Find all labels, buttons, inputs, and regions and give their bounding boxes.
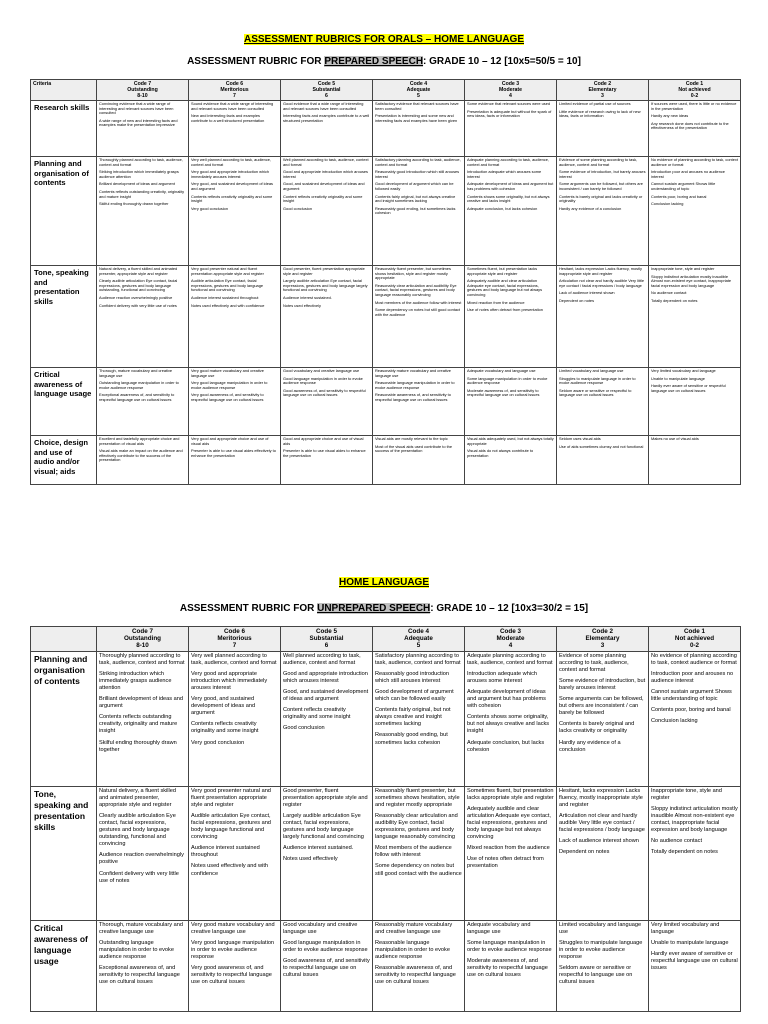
rubric-descriptor: Content reflects creativity originality and some insight — [283, 193, 363, 204]
rubric-descriptor: Little evidence of research owing to lack of new ideas, facts or information — [559, 108, 641, 119]
rubric-descriptor: Adequate conclusion, but lacks cohesion — [467, 739, 545, 753]
header-row — [31, 627, 741, 652]
rubric-descriptor: Natural delivery, a fluent skilled and animated presenter, appropriate style and register — [99, 266, 178, 276]
code-header: Code 5 Substantial 6 — [281, 80, 373, 101]
rubric-descriptor: Confident delivery with very little use of notes — [99, 870, 179, 884]
rubric-cell — [189, 786, 281, 920]
rubric-descriptor: Presenter is able to use visual aides to enhance the presentation — [283, 448, 366, 458]
rubric-descriptor: Very good, and sustained development of ideas and argument — [191, 181, 273, 191]
rubric-descriptor: Good, and sustained development of ideas and argument — [283, 181, 365, 191]
rubric-cell — [465, 786, 557, 920]
rubric-cell — [649, 436, 741, 485]
rubric-descriptor: Presenter is able to use visual aides effectively to enhance the presentation — [191, 448, 276, 458]
rubric-descriptor: Some language manipulation in order to evoke audience response — [467, 939, 552, 953]
rubric-descriptor: Brilliant development of ideas and argument — [99, 696, 183, 710]
prepared-speech-rubric-table — [30, 79, 741, 485]
rubric-cell — [649, 651, 741, 786]
criterion-label: Planning and organisation of contents — [31, 651, 97, 786]
rubric-descriptor: Hardly ever aware of sensitive or respectful language use on cultural issues — [651, 950, 738, 972]
rubric-descriptor: Reasonably clear articulation and audibility Eye contact, facial expressions, gestures and body language reasonably convincing — [375, 282, 457, 297]
doc2-main-title: HOME LANGUAGE — [339, 577, 429, 588]
rubric-descriptor: Contents shows some originality, but not always creative and lacks insight — [467, 193, 550, 204]
rubric-descriptor: Introduction adequate which arouses some interest — [467, 670, 537, 684]
rubric-descriptor: Seldom uses visual aids — [559, 436, 601, 441]
rubric-descriptor: Audience reaction overwhelmingly positive — [99, 852, 184, 866]
rubric-descriptor: Reasonable awareness of, and sensitivity to respectful language use on cultural issues — [375, 392, 451, 402]
rubric-descriptor: Good, and sustained development of ideas and argument — [283, 688, 369, 703]
rubric-descriptor: Mixed reaction from the audience — [467, 845, 550, 852]
rubric-descriptor: Outstanding language manipulation in order to evoke audience response — [99, 939, 174, 960]
criteria-header — [31, 627, 97, 652]
rubric-descriptor: Visual aids adequately used, but not always totally appropriate — [467, 436, 554, 446]
rubric-cell — [97, 786, 189, 920]
rubric-descriptor: Limited vocabulary and language use — [559, 921, 642, 935]
rubric-cell — [465, 920, 557, 1011]
rubric-descriptor: Very limited vocabulary and language — [651, 368, 716, 373]
rubric-descriptor: Good awareness of, and sensitivity to respectful language use on cultural issues — [283, 387, 366, 398]
rubric-cell — [281, 920, 373, 1011]
rubric-descriptor: Clearly audible articulation Eye contact, facial expressions, gestures and body language outstanding, functional and convincing — [99, 812, 176, 848]
rubric-descriptor: Totally dependent on notes — [651, 849, 718, 856]
rubric-descriptor: Striking introduction which immediately grasps audience attention — [99, 169, 179, 179]
rubric-cell — [649, 920, 741, 1011]
rubric-descriptor: Reasonably good ending, but sometimes lacks cohesion — [375, 732, 448, 746]
rubric-descriptor: Good conclusion — [283, 725, 325, 732]
rubric-descriptor: Very limited vocabulary and language — [651, 921, 720, 935]
rubric-descriptor: Some dependency on notes but still good contact with the audience — [375, 863, 462, 877]
rubric-descriptor: Lack of audience interest shown — [559, 838, 639, 845]
rubric-descriptor: Reasonably fluent presenter, but sometimes shows hesitation, style and register mostly appropriate — [375, 787, 460, 808]
rubric-descriptor: Skilful ending thoroughly drawn together — [99, 201, 169, 207]
rubric-descriptor: Very good presenter natural and fluent presentation appropriate style and register — [191, 266, 264, 276]
rubric-cell — [649, 786, 741, 920]
rubric-descriptor: No evidence of planning according to task, context audience or format — [651, 157, 738, 167]
rubric-cell — [649, 101, 741, 157]
rubric-descriptor: Good awareness of, and sensitivity to respectful language use on cultural issues — [283, 957, 370, 979]
code-header: Code 4 Adequate 5 — [373, 80, 465, 101]
rubric-row — [31, 436, 741, 485]
rubric-descriptor: Some evidence of introduction, but barely arouses interest — [559, 169, 646, 179]
rubric-descriptor: Natural delivery, a fluent skilled and animated presenter, appropriate style and register — [99, 787, 177, 808]
rubric-descriptor: Notes used effectively and with confidence — [191, 302, 265, 308]
rubric-descriptor: Notes used effectively and with confidence — [191, 863, 269, 877]
rubric-descriptor: Some language manipulation in order to evoke audience response — [467, 375, 548, 386]
rubric-descriptor: Largely audible articulation Eye contact, facial expressions, gestures and body language largely functional and convincing — [283, 278, 368, 293]
rubric-cell — [281, 786, 373, 920]
rubric-cell — [649, 157, 741, 266]
rubric-descriptor: If sources were used, there is little or no evidence in the presentation — [651, 101, 737, 111]
rubric-cell — [557, 920, 649, 1011]
rubric-descriptor: Limited vocabulary and language use — [559, 368, 624, 373]
rubric-cell — [97, 157, 189, 266]
rubric-descriptor: Hardly any new ideas — [651, 113, 689, 119]
rubric-descriptor: Very good presenter natural and fluent presentation appropriate style and register — [191, 787, 271, 808]
rubric-cell — [97, 368, 189, 436]
rubric-descriptor: Moderate awareness of, and sensitivity to respectful language use on cultural issues — [467, 957, 548, 979]
rubric-row — [31, 266, 741, 368]
code-header: Code 5 Substantial 6 — [281, 627, 373, 652]
rubric-cell — [281, 651, 373, 786]
doc1-main-title: ASSESSMENT RUBRICS FOR ORALS – HOME LANGUAGE — [243, 34, 525, 45]
rubric-descriptor: Contents fairly original, but not always creative and insight sometimes lacking — [375, 193, 456, 204]
rubric-descriptor: Contents reflects outstanding creativity, originality and mature insight — [99, 714, 178, 735]
rubric-cell — [557, 651, 649, 786]
rubric-descriptor: Reasonably good ending, but sometimes lacks cohesion — [375, 205, 456, 216]
rubric-descriptor: Reasonable language manipulation in order to evoke audience response — [375, 380, 455, 390]
rubric-descriptor: Visual aids do not always contribute to presentation — [467, 448, 534, 458]
rubric-descriptor: Contents reflects outstanding creativity, originality and mature insight — [99, 188, 185, 199]
rubric-descriptor: Visual aids make an impact on the audience and effectively contribute to the success of the presentation — [99, 448, 183, 463]
rubric-descriptor: Any research done does not contribute to the effectiveness of the presentation — [651, 120, 729, 131]
rubric-descriptor: Conclusion lacking — [651, 201, 684, 207]
rubric-descriptor: Conclusion lacking — [651, 718, 698, 725]
rubric-descriptor: Articulation not clear and hardly audible Very little eye contact / facial expressions / body language — [559, 812, 645, 834]
rubric-descriptor: No evidence of planning according to task, context audience or format — [651, 652, 737, 666]
rubric-descriptor: Use of notes often detract from presentation — [467, 856, 544, 870]
rubric-descriptor: Good and appropriate introduction which arouses interest — [283, 169, 368, 179]
code-header: Code 6 Meritorious 7 — [189, 80, 281, 101]
rubric-descriptor: Hardly any evidence of a conclusion — [559, 205, 622, 211]
rubric-descriptor: Content reflects creativity originality and some insight — [283, 707, 351, 721]
rubric-cell — [189, 920, 281, 1011]
rubric-cell — [557, 157, 649, 266]
rubric-cell — [557, 786, 649, 920]
rubric-descriptor: Very good awareness of, and sensitivity to respectful language use on cultural issues — [191, 392, 264, 402]
rubric-descriptor: Struggles to manipulate language in order to evoke audience response — [559, 375, 636, 386]
code-header: Code 1 Not achieved 0-2 — [649, 627, 741, 652]
rubric-descriptor: Unable to manipulate language — [651, 375, 705, 381]
rubric-descriptor: Very well planned according to task, audience, context and format — [191, 652, 277, 666]
rubric-descriptor: Well planned according to task, audience, context and format — [283, 652, 361, 666]
rubric-cell — [649, 368, 741, 436]
rubric-descriptor: Moderate awareness of, and sensitivity to respectful language use on cultural issues — [467, 387, 540, 398]
rubric-descriptor: Very good and appropriate introduction which immediately arouses interest — [191, 169, 270, 179]
rubric-descriptor: Contents is barely original and lacks creativity or originality — [559, 721, 635, 735]
code-header: Code 1 Not achieved 0-2 — [649, 80, 741, 101]
rubric-descriptor: Good vocabulary and creative language use — [283, 921, 358, 935]
rubric-descriptor: Introduction poor and arouses no audience interest — [651, 169, 725, 179]
rubric-descriptor: Some evidence that relevant sources were used — [467, 101, 551, 106]
rubric-descriptor: Good presenter, fluent presentation appropriate style and register — [283, 787, 368, 808]
criterion-label: Tone, speaking and presentation skills — [31, 266, 97, 368]
rubric-descriptor: Outstanding language manipulation in order to evoke audience response — [99, 380, 179, 390]
rubric-descriptor: Presentation is adequate but without the spark of new ideas, facts or information — [467, 108, 552, 119]
rubric-descriptor: Good language manipulation in order to evoke audience response — [283, 939, 368, 953]
criterion-label: Critical awareness of language usage — [31, 920, 97, 1011]
rubric-descriptor: Audience interest sustained throughout — [191, 845, 260, 859]
rubric-descriptor: Very well planned according to task, audience, context and format — [191, 157, 272, 167]
rubric-descriptor: Reasonably good introduction which still arouses interest — [375, 670, 450, 684]
rubric-descriptor: Very good mature vocabulary and creative language use — [191, 921, 275, 935]
rubric-cell — [465, 101, 557, 157]
rubric-descriptor: Sound evidence that a wide range of interesting and relevant sources have been consulted — [191, 101, 274, 111]
code-header: Code 3 Moderate 4 — [465, 80, 557, 101]
rubric-cell — [97, 101, 189, 157]
doc1-subtitle: ASSESSMENT RUBRIC FOR PREPARED SPEECH: GRADE 10 – 12 [10x5=50/5 = 10] — [187, 56, 581, 67]
rubric-descriptor: Good vocabulary and creative language use — [283, 368, 360, 373]
code-header: Code 6 Meritorious 7 — [189, 627, 281, 652]
rubric-descriptor: Hesitant, lacks expression Lacks fluency, mostly inappropriate style and register — [559, 787, 643, 808]
rubric-descriptor: Adequate planning according to task, audience, context and format — [467, 652, 553, 666]
rubric-cell — [649, 266, 741, 368]
rubric-cell — [97, 436, 189, 485]
rubric-descriptor: Dependent on notes — [559, 297, 595, 303]
rubric-descriptor: Contents shows some originality, but not always creative and lacks insight — [467, 714, 550, 735]
rubric-cell — [189, 436, 281, 485]
rubric-descriptor: Visual aids are mostly relevant to the topic — [375, 436, 448, 441]
rubric-descriptor: Good conclusion — [283, 205, 312, 211]
unprepared-speech-rubric-table — [30, 626, 741, 1012]
code-header: Code 4 Adequate 5 — [373, 627, 465, 652]
rubric-descriptor: Good development of argument which can be followed easily — [375, 181, 454, 191]
criterion-label: Planning and organisation of contents — [31, 157, 97, 266]
rubric-cell — [189, 266, 281, 368]
rubric-cell — [373, 266, 465, 368]
rubric-descriptor: Some dependency on notes but still good contact with the audience — [375, 307, 461, 317]
rubric-cell — [465, 266, 557, 368]
rubric-cell — [465, 651, 557, 786]
code-header: Code 7 Outstanding 8-10 — [97, 80, 189, 101]
rubric-descriptor: Adequate development of ideas and argument but has problems with cohesion — [467, 181, 554, 191]
rubric-descriptor: Satisfactory evidence that relevant sources have been consulted — [375, 101, 459, 111]
rubric-descriptor: New and interesting facts and examples contribute to a well structured presentation — [191, 113, 265, 123]
rubric-descriptor: Very good language manipulation in order to evoke audience response — [191, 939, 275, 960]
rubric-cell — [373, 651, 465, 786]
rubric-cell — [465, 436, 557, 485]
rubric-cell — [281, 436, 373, 485]
rubric-row — [31, 786, 741, 920]
rubric-descriptor: Contents reflects creativity originality and some insight — [191, 193, 273, 204]
rubric-descriptor: Contents poor, boring and banal — [651, 193, 707, 199]
rubric-cell — [373, 368, 465, 436]
rubric-descriptor: Very good language manipulation in order to evoke audience response — [191, 380, 268, 390]
rubric-cell — [557, 101, 649, 157]
rubric-descriptor: Audience reaction overwhelmingly positive — [99, 294, 173, 300]
rubric-descriptor: Good evidence that a wide range of interesting and relevant sources have been consulted — [283, 101, 364, 111]
rubric-descriptor: Evidence of some planning according to task, audience, context and format — [559, 652, 629, 673]
rubric-descriptor: Some evidence of introduction, but barely arouses interest — [559, 677, 646, 691]
rubric-descriptor: Sloppy indistinct articulation mostly inaudible Almost non-existent eye contact, inappropriate facial expression and body language — [651, 805, 738, 834]
rubric-descriptor: Good and appropriate choice and use of visual aids — [283, 436, 364, 446]
rubric-descriptor: Well planned according to task, audience, context and format — [283, 157, 369, 167]
rubric-descriptor: Unable to manipulate language — [651, 939, 729, 946]
rubric-cell — [97, 651, 189, 786]
criterion-label: Choice, design and use of audio and/or visual; aids — [31, 436, 97, 485]
rubric-descriptor: Thoroughly planned according to task, audience, context and format — [99, 652, 185, 666]
rubric-descriptor: Notes used effectively — [283, 302, 321, 308]
rubric-descriptor: Most members of the audience follow with interest — [375, 845, 452, 859]
rubric-descriptor: Adequate development of ideas and argument but has problems with cohesion — [467, 688, 546, 710]
rubric-descriptor: Thorough, mature vocabulary and creative language use — [99, 368, 173, 378]
rubric-descriptor: Cannot sustain argument Shows little understanding of topic — [651, 181, 716, 191]
rubric-descriptor: Adequately audible and clear articulation Adequate eye contact, facial expressions, gestures and body language but not always convincing — [467, 805, 551, 841]
rubric-descriptor: Reasonable language manipulation in order to evoke audience response — [375, 939, 450, 960]
rubric-descriptor: Audience interest sustained throughout — [191, 294, 259, 300]
rubric-descriptor: Hesitant, lacks expression Lacks fluency, mostly inappropriate style and register — [559, 266, 642, 276]
rubric-cell — [189, 101, 281, 157]
header-row — [31, 80, 741, 101]
rubric-descriptor: Adequate vocabulary and language use — [467, 921, 531, 935]
rubric-descriptor: No audience contact — [651, 838, 702, 845]
rubric-descriptor: Contents reflects creativity originality and some insight — [191, 721, 259, 735]
rubric-descriptor: Interesting facts and examples contribute to a well structured presentation — [283, 113, 370, 123]
rubric-descriptor: Contents is barely original and lacks creativity or originality — [559, 193, 643, 204]
rubric-descriptor: Evidence of some planning according to task, audience, context and format — [559, 157, 638, 167]
rubric-descriptor: Very good and appropriate choice and use of visual aids — [191, 436, 269, 446]
rubric-descriptor: Very good conclusion — [191, 205, 228, 211]
rubric-descriptor: Mixed reaction from the audience — [467, 299, 525, 305]
rubric-descriptor: Audience interest sustained. — [283, 845, 354, 852]
criterion-label: Critical awareness of language usage — [31, 368, 97, 436]
doc2-subtitle: ASSESSMENT RUBRIC FOR UNPREPARED SPEECH: GRADE 10 – 12 [10x3=30/2 = 15] — [179, 603, 589, 614]
rubric-descriptor: Contents poor, boring and banal — [651, 707, 731, 714]
code-header: Code 2 Elementary 3 — [557, 627, 649, 652]
rubric-descriptor: Good and appropriate introduction which arouses interest — [283, 670, 368, 684]
rubric-descriptor: Adequate planning according to task, audience, context and format — [467, 157, 549, 167]
rubric-descriptor: Audible articulation Eye contact, facial expressions, gestures and body language functional and convincing — [191, 812, 271, 841]
rubric-cell — [373, 920, 465, 1011]
criterion-label: Tone, speaking and presentation skills — [31, 786, 97, 920]
rubric-descriptor: Dependent on notes — [559, 849, 610, 856]
rubric-descriptor: Totally dependent on notes — [651, 297, 698, 303]
rubric-descriptor: Seldom aware or sensitive or respectful to language use on cultural issues — [559, 965, 633, 986]
rubric-descriptor: Good development of argument which can be followed easily — [375, 688, 454, 703]
rubric-descriptor: Reasonable awareness of, and sensitivity to respectful language use on cultural issues — [375, 965, 456, 986]
rubric-row — [31, 101, 741, 157]
rubric-cell — [465, 157, 557, 266]
rubric-descriptor: Audience interest sustained. — [283, 294, 332, 300]
rubric-descriptor: Inappropriate tone, style and register — [651, 787, 722, 801]
rubric-descriptor: Lack of audience interest shown — [559, 290, 615, 296]
rubric-descriptor: Thorough, mature vocabulary and creative language use — [99, 921, 183, 935]
rubric-descriptor: Use of aids sometimes clumsy and not functional — [559, 443, 644, 449]
rubric-descriptor: Most members of the audience follow with interest — [375, 299, 462, 305]
rubric-descriptor: Very good mature vocabulary and creative language use — [191, 368, 264, 378]
rubric-descriptor: Exceptional awareness of, and sensitivity to respectful language use on cultural issues — [99, 965, 180, 986]
rubric-descriptor: Presentation is interesting and some new and interesting facts and examples have been given — [375, 113, 458, 123]
rubric-descriptor: Hardly any evidence of a conclusion — [559, 739, 621, 753]
rubric-cell — [189, 368, 281, 436]
rubric-descriptor: Audible articulation Eye contact, facial expressions, gestures and body language functional and convincing — [191, 278, 264, 293]
rubric-cell — [465, 368, 557, 436]
rubric-descriptor: Excellent and tastefully appropriate choice and presentation of visual aids — [99, 436, 180, 446]
criteria-header: Criteria — [31, 80, 97, 101]
rubric-descriptor: Exceptional awareness of, and sensitivity to respectful language use on cultural issues — [99, 392, 175, 402]
rubric-descriptor: Striking introduction which immediately grasps audience attention — [99, 670, 172, 691]
rubric-descriptor: A wide range of new and interesting facts and examples make the presentation impressive — [99, 117, 178, 128]
rubric-descriptor: Inappropriate tone, style and register — [651, 266, 715, 271]
rubric-descriptor: Some arguments can be followed, but others are inconsistent / can barely be followed — [559, 181, 643, 191]
rubric-cell — [373, 101, 465, 157]
rubric-descriptor: Very good conclusion — [191, 739, 245, 746]
rubric-descriptor: Adequate vocabulary and language use — [467, 368, 536, 373]
code-header: Code 3 Moderate 4 — [465, 627, 557, 652]
rubric-descriptor: Clearly audible articulation Eye contact, facial expressions, gestures and body language outstanding, functional and convincing — [99, 278, 178, 293]
rubric-descriptor: Cannot sustain argument Shows little understanding of topic — [651, 688, 732, 703]
criterion-label: Research skills — [31, 101, 97, 157]
rubric-cell — [281, 368, 373, 436]
rubric-descriptor: Very good, and sustained development of ideas and argument — [191, 696, 256, 717]
rubric-descriptor: Hardly ever aware of sensitive or respectful language use on cultural issues — [651, 383, 726, 393]
rubric-descriptor: Adequately audible and clear articulation Adequate eye contact, facial expressions, gestures and body language but not always convincing — [467, 278, 543, 297]
rubric-descriptor: Articulation not clear and hardly audible Very little eye contact / facial expressions / body language — [559, 278, 644, 288]
rubric-descriptor: Contents fairly original, but not always creative and insight sometimes lacking — [375, 707, 451, 728]
code-header: Code 7 Outstanding 8-10 — [97, 627, 189, 652]
rubric-descriptor: Most of the visual aids used contribute to the success of the presentation — [375, 443, 452, 454]
rubric-cell — [189, 157, 281, 266]
rubric-descriptor: Seldom aware or sensitive or respectful to language use on cultural issues — [559, 387, 632, 398]
rubric-descriptor: Introduction adequate which arouses some interest — [467, 169, 542, 179]
rubric-descriptor: Sometimes fluent, but presentation lacks appropriate style and register — [467, 787, 554, 801]
rubric-cell — [373, 436, 465, 485]
rubric-row — [31, 920, 741, 1011]
rubric-cell — [281, 101, 373, 157]
rubric-descriptor: Introduction poor and arouses no audience interest — [651, 670, 734, 684]
rubric-row — [31, 157, 741, 266]
rubric-descriptor: No audience contact — [651, 290, 687, 296]
rubric-cell — [557, 436, 649, 485]
rubric-descriptor: Convincing evidence that a wide range of interesting and relevant sources have been consulted — [99, 101, 174, 116]
rubric-cell — [373, 786, 465, 920]
rubric-descriptor: Struggles to manipulate language in order to evoke audience response — [559, 939, 643, 960]
rubric-descriptor: Very good and appropriate introduction which immediately arouses interest — [191, 670, 268, 691]
rubric-descriptor: Adequate conclusion, but lacks cohesion — [467, 205, 538, 211]
rubric-descriptor: Notes used effectively — [283, 856, 338, 863]
rubric-descriptor: Good language manipulation in order to evoke audience response — [283, 375, 363, 386]
rubric-descriptor: Use of notes often detract from presentation — [467, 307, 543, 313]
rubric-descriptor: Confident delivery with very little use of notes — [99, 302, 177, 308]
rubric-descriptor: Largely audible articulation Eye contact, facial expressions, gestures and body language largely functional and convincing — [283, 812, 364, 841]
rubric-descriptor: Reasonably clear articulation and audibility Eye contact, facial expressions, gestures and body language reasonably convincing — [375, 812, 458, 841]
rubric-descriptor: Reasonably mature vocabulary and creative language use — [375, 368, 451, 378]
rubric-cell — [557, 368, 649, 436]
rubric-cell — [97, 266, 189, 368]
rubric-cell — [373, 157, 465, 266]
rubric-descriptor: Satisfactory planning according to task, audience, context and format — [375, 652, 461, 666]
rubric-descriptor: Brilliant development of ideas and argument — [99, 181, 175, 187]
rubric-cell — [281, 157, 373, 266]
rubric-cell — [557, 266, 649, 368]
rubric-descriptor: Limited evidence of partial use of sources — [559, 101, 631, 106]
rubric-descriptor: Makes no use of visual aids — [651, 436, 699, 441]
rubric-cell — [97, 920, 189, 1011]
code-header: Code 2 Elementary 3 — [557, 80, 649, 101]
rubric-row — [31, 368, 741, 436]
rubric-descriptor: Sloppy indistinct articulation mostly inaudible Almost non-existent eye contact, inappropriate facial expression and body language — [651, 273, 732, 288]
rubric-descriptor: Sometimes fluent, but presentation lacks appropriate style and register — [467, 266, 538, 276]
rubric-descriptor: Satisfactory planning according to task, audience, context and format — [375, 157, 461, 167]
rubric-row — [31, 651, 741, 786]
rubric-descriptor: Reasonably mature vocabulary and creative language use — [375, 921, 453, 935]
rubric-cell — [281, 266, 373, 368]
rubric-descriptor: Good presenter, fluent presentation appropriate style and register — [283, 266, 365, 276]
rubric-descriptor: Skilful ending thoroughly drawn together — [99, 739, 177, 753]
rubric-descriptor: Very good awareness of, and sensitivity to respectful language use on cultural issues — [191, 965, 272, 986]
rubric-descriptor: Reasonably good introduction which still arouses interest — [375, 169, 460, 179]
rubric-descriptor: Reasonably fluent presenter, but sometimes shows hesitation, style and register mostly appropriate — [375, 266, 451, 281]
rubric-descriptor: Some arguments can be followed, but others are inconsistent / can barely be followed — [559, 696, 644, 717]
rubric-cell — [189, 651, 281, 786]
rubric-descriptor: Thoroughly planned according to task, audience, context and format — [99, 157, 183, 167]
